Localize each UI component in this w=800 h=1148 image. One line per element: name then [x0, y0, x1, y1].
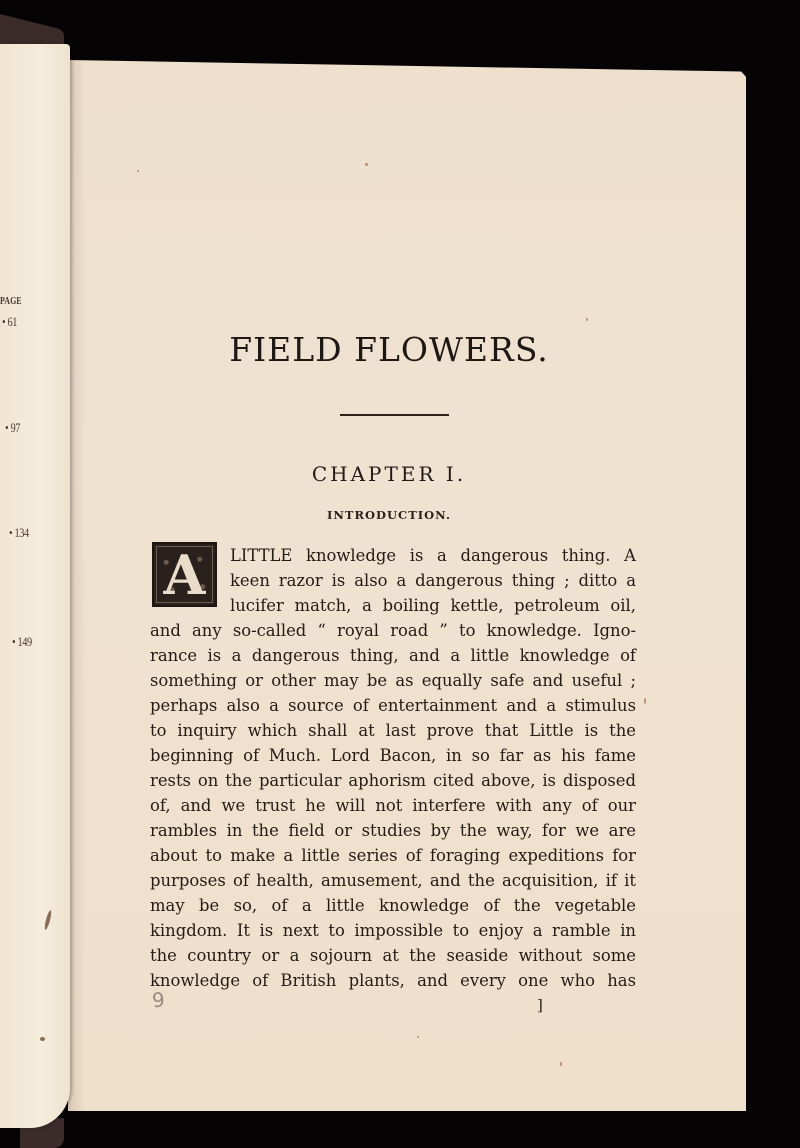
- pencil-annotation: 9: [151, 987, 166, 1013]
- signature-mark: ]: [537, 996, 543, 1014]
- text-line: of, and we trust he will not interfere with any of our: [150, 796, 636, 815]
- paper-speck: [137, 170, 139, 172]
- paper-speck: [644, 698, 646, 704]
- text-line: may be so, of a little knowledge of the vegetable: [150, 896, 636, 915]
- title-rule: [340, 414, 449, 416]
- text-line: rambles in the field or studies by the way, for we are: [150, 821, 636, 840]
- book-title: FIELD FLOWERS.: [229, 330, 549, 369]
- text-line: rests on the particular aphorism cited above, is disposed: [150, 771, 636, 790]
- spine-shadow: [68, 60, 86, 1111]
- text-line: purposes of health, amusement, and the acquisition, if it: [150, 871, 636, 890]
- text-line: rance is a dangerous thing, and a little knowledge of: [150, 646, 636, 665]
- text-line: keen razor is also a dangerous thing ; ditto a: [230, 571, 636, 590]
- text-line: kingdom. It is next to impossible to enjoy a ramble in: [150, 921, 636, 940]
- drop-cap-letter: A: [163, 542, 206, 607]
- toc-entry: • 61: [2, 314, 18, 329]
- text-line: perhaps also a source of entertainment and a stimulus: [150, 696, 636, 715]
- toc-page-number: 149: [17, 634, 32, 649]
- toc-page-number: 61: [7, 314, 18, 329]
- paper-speck: [365, 163, 368, 166]
- text-line: the country or a sojourn at the seaside without some: [150, 946, 636, 965]
- text-line: something or other may be as equally safe and useful ;: [150, 671, 636, 690]
- text-line: lucifer match, a boiling kettle, petroleum oil,: [230, 596, 636, 615]
- toc-page-number: 97: [10, 420, 21, 435]
- text-line: LITTLE knowledge is a dangerous thing. A: [230, 546, 636, 565]
- text-line: beginning of Much. Lord Bacon, in so far as his fame: [150, 746, 636, 765]
- text-line: to inquiry which shall at last prove that Little is the: [150, 721, 636, 740]
- text-line: about to make a little series of foraging expeditions for: [150, 846, 636, 865]
- paper-stain: [40, 1037, 45, 1041]
- paper-stain: [43, 910, 52, 930]
- toc-page-number: 134: [14, 525, 29, 540]
- text-line: and any so-called “ royal road ” to knowledge. Igno-: [150, 621, 636, 640]
- toc-entry: • 97: [5, 420, 21, 435]
- text-line: knowledge of British plants, and every one who has: [150, 971, 636, 990]
- toc-page-label: PAGE: [0, 296, 22, 307]
- body-text: [150, 543, 636, 993]
- chapter-subheading: INTRODUCTION.: [327, 508, 451, 522]
- chapter-heading: CHAPTER I.: [311, 462, 467, 486]
- left-page: [0, 44, 70, 1128]
- paper-speck: [417, 1036, 419, 1038]
- paper-speck: [560, 1062, 562, 1066]
- toc-entry: • 134: [9, 525, 29, 540]
- paper-speck: [586, 318, 588, 321]
- toc-entry: • 149: [12, 634, 32, 649]
